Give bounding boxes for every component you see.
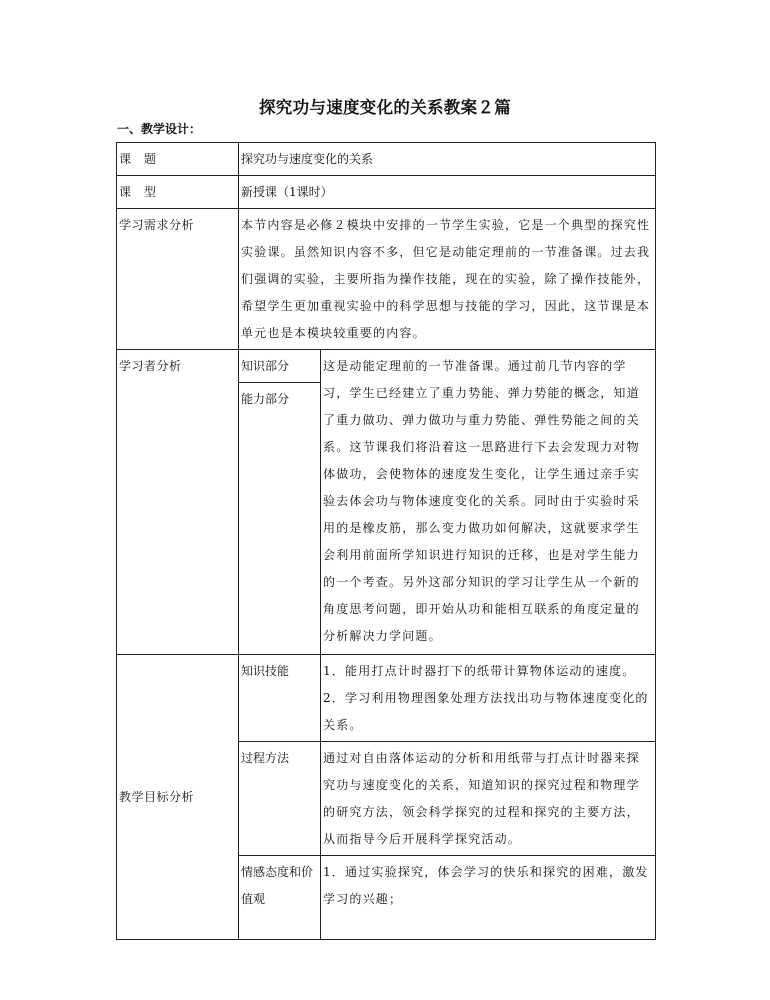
- topic-label: 课 题: [117, 143, 239, 176]
- knowledge-label: 知识部分: [239, 350, 321, 383]
- topic-value: 探究功与速度变化的关系: [239, 143, 656, 176]
- table-row-type: [117, 176, 656, 209]
- teaching-design-table: [116, 142, 656, 940]
- needs-text: 本节内容是必修２模块中安排的一节学生实验，它是一个典型的探究性实验课。虽然知识内容不多，但它是动能定理前的一节准备课。过去我们强调的实验，主要所指为操作技能，现在的实验，除了操作技能外，希望学生更加重视实验中的科学思想与技能的学习，因此，这节课是本单元也是本模块较重要的内容。: [239, 209, 656, 350]
- emotion-spacer: [323, 913, 651, 937]
- document-title: 探究功与速度变化的关系教案２篇: [259, 98, 511, 117]
- learner-label: 学习者分析: [117, 350, 239, 655]
- type-value: 新授课（1课时）: [239, 176, 656, 209]
- needs-label: 学习需求分析: [117, 209, 239, 350]
- ability-label: 能力部分: [239, 383, 321, 655]
- table-row-learner: [117, 350, 656, 383]
- emotion-item-1: 1．通过实验探究，体会学习的快乐和探究的困难，激发学习的兴趣；: [323, 865, 649, 906]
- goals-label: 教学目标分析: [117, 655, 239, 940]
- skills-label: 知识技能: [239, 655, 321, 742]
- skills-cell: [321, 655, 656, 742]
- table-row-skills: [117, 655, 656, 742]
- skills-item-1: 1．能用打点计时器打下的纸带计算物体运动的速度。: [323, 664, 636, 678]
- learner-text: 这是动能定理前的一节准备课。通过前几节内容的学习，学生已经建立了重力势能、弹力势能的概念，知道了重力做功、弹力做功与重力势能、弹性势能之间的关系。这节课我们将沿着这一思路进行下去会发现力对物体做功，会使物体的速度发生变化，让学生通过亲手实验去体会功与物体速度变化的关系。同时由于实验时采用的是橡皮筋，那么变力做功如何解决，这就要求学生会利用前面所学知识进行知识的迁移，也是对学生能力的一个考查。另外这部分知识的学习让学生从一个新的角度思考问题，即开始从功和能相互联系的角度定量的分析解决力学问题。: [321, 350, 656, 655]
- skills-item-2: 2．学习利用物理图象处理方法找出功与物体速度变化的关系。: [323, 691, 649, 732]
- emotion-cell: [321, 856, 656, 940]
- table-row-needs: [117, 209, 656, 350]
- emotion-label: 情感态度和价值观: [239, 856, 321, 940]
- process-label: 过程方法: [239, 742, 321, 856]
- type-label: 课 型: [117, 176, 239, 209]
- table-row-topic: [117, 143, 656, 176]
- section-heading: 一、教学设计：: [117, 122, 202, 136]
- process-text: 通过对自由落体运动的分析和用纸带与打点计时器来探究功与速度变化的关系，知道知识的探究过程和物理学的研究方法，领会科学探究的过程和探究的主要方法，从而指导今后开展科学探究活动。: [321, 742, 656, 856]
